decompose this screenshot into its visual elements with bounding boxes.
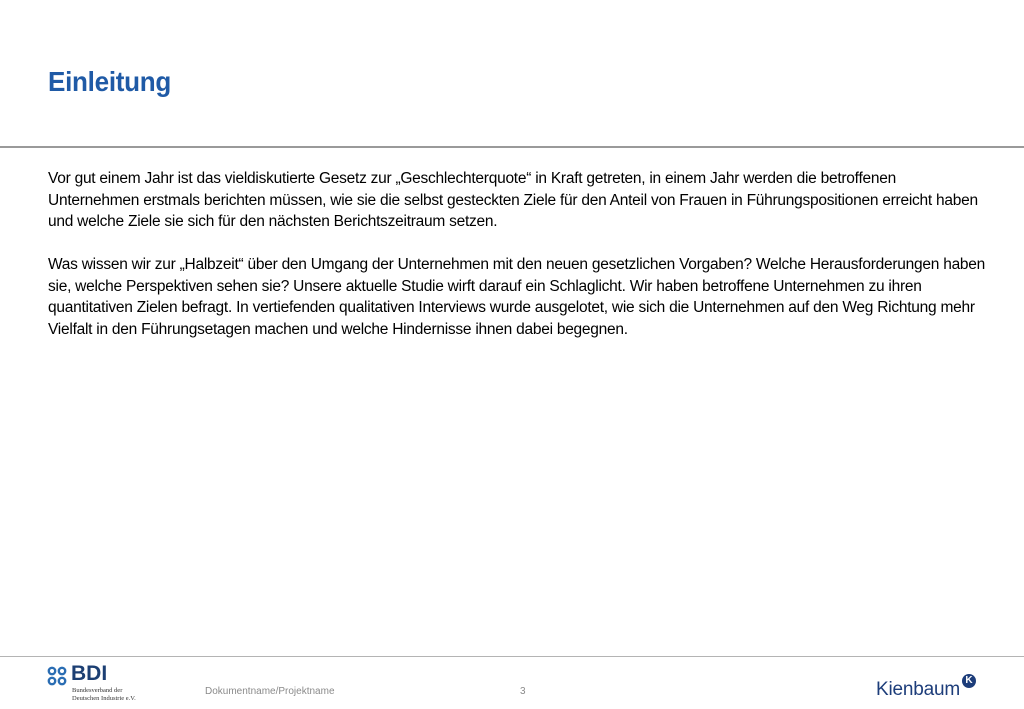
kienbaum-badge-icon: K <box>962 674 976 688</box>
document-name: Dokumentname/Projektname <box>205 686 335 697</box>
bdi-subtitle-line-2: Deutschen Industrie e.V. <box>72 694 136 702</box>
page-number: 3 <box>520 686 526 697</box>
slide-title: Einleitung <box>48 66 172 97</box>
bdi-subtitle-line-1: Bundesverband der <box>72 687 123 694</box>
bdi-emblem-icon <box>46 665 68 687</box>
footer-divider <box>0 656 1024 657</box>
bdi-name: BDI <box>71 662 108 685</box>
intro-paragraph-2: Was wissen wir zur „Halbzeit“ über den Umgang der Unternehmen mit den neuen gesetzlichen Vorgaben? Welche Herausforderungen haben sie, welche Perspektiven sehen sie? Unsere aktuelle Studie wirft darauf ein Schlaglicht. Wir haben betroffene Unternehmen zu ihren quantitativen Zielen befragt. In vertiefenden qualitativen Interviews wurde ausgelotet, wie sich die Unternehmen auf den Weg Richtung mehr Vielfalt in den Führungsetagen machen und welche Hindernisse ihnen dabei begegnen. <box>48 256 986 338</box>
bdi-subtitle <box>72 687 162 702</box>
bdi-logo <box>46 663 156 703</box>
kienbaum-logo <box>876 676 980 704</box>
slide-body <box>48 168 988 362</box>
title-divider <box>0 146 1024 148</box>
kienbaum-name: Kienbaum <box>876 679 960 700</box>
intro-paragraph-1: Vor gut einem Jahr ist das vieldiskutierte Gesetz zur „Geschlechterquote“ in Kraft getreten, in einem Jahr werden die betroffenen Unternehmen erstmals berichten müssen, wie sie die selbst gesteckten Ziele für den Anteil von Frauen in Führungspositionen erreicht haben und welche Ziele sie sich für den nächsten Berichtszeitraum setzen. <box>48 170 978 230</box>
